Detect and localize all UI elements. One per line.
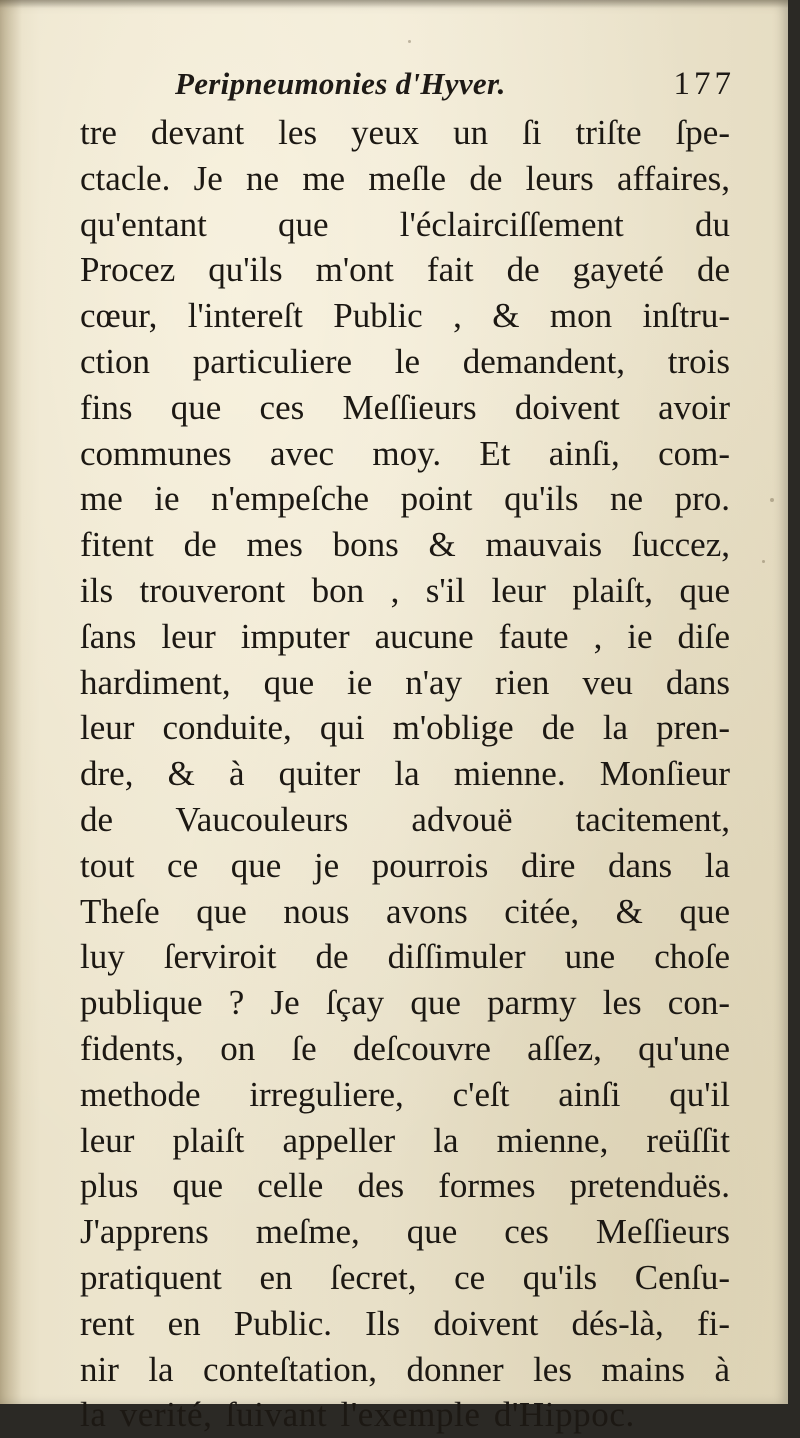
paper-speck [408,40,411,43]
gutter-shadow [0,0,22,1404]
text-line: qu'entant que l'éclairciſſement du [80,204,730,244]
text-line: communes avec moy. Et ainſi, com- [80,433,730,473]
paper-speck [762,560,765,563]
text-line: publique ? Je ſçay que parmy les con- [80,983,730,1023]
text-line: Theſe que nous avons citée, & que [80,891,730,931]
running-title: Peripneumonies d'Hyver. [175,66,506,101]
text-line: ſans leur imputer aucune faute , ie diſe [80,616,730,656]
text-line: plus que celle des formes pretenduës. [80,1166,730,1206]
text-line: ction particuliere le demandent, trois [80,341,730,381]
text-line: ctacle. Je ne me meſle de leurs affaires, [80,158,730,198]
text-line: cœur, l'intereſt Public , & mon inſtru- [80,296,730,336]
text-line: J'apprens meſme, que ces Meſſieurs [80,1212,730,1252]
page-number: 177 [673,66,735,102]
text-line: rent en Public. Ils doivent dés-là, fi- [80,1303,730,1343]
page-header [175,62,735,106]
text-line: fidents, on ſe deſcouvre aſſez, qu'une [80,1028,730,1068]
text-line: pratiquent en ſecret, ce qu'ils Cenſu- [80,1257,730,1297]
text-line: ils trouveront bon , s'il leur plaiſt, que [80,570,730,610]
text-line: fitent de mes bons & mauvais ſuccez, [80,525,730,565]
text-line: hardiment, que ie n'ay rien veu dans [80,662,730,702]
paper-speck [770,498,774,502]
text-line: nir la conteſtation, donner les mains à [80,1349,730,1389]
text-line: dre, & à quiter la mienne. Monſieur [80,754,730,794]
body-text [80,110,730,1438]
text-line: leur conduite, qui m'oblige de la pren- [80,708,730,748]
text-line: la verité, ſuivant l'exemple d'Hippoc. [80,1395,635,1435]
text-line: Procez qu'ils m'ont fait de gayeté de [80,250,730,290]
text-line: leur plaiſt appeller la mienne, reüſſit [80,1120,730,1160]
page-top-edge [0,0,788,8]
text-line: de Vaucouleurs advouë tacitement, [80,799,730,839]
text-line: me ie n'empeſche point qu'ils ne pro. [80,479,730,519]
text-line: tout ce que je pourrois dire dans la [80,845,730,885]
text-line: methode irreguliere, c'eſt ainſi qu'il [80,1074,730,1114]
text-line: fins que ces Meſſieurs doivent avoir [80,387,730,427]
text-line: luy ſerviroit de diſſimuler une choſe [80,937,730,977]
text-line: tre devant les yeux un ſi triſte ſpe- [80,113,730,152]
